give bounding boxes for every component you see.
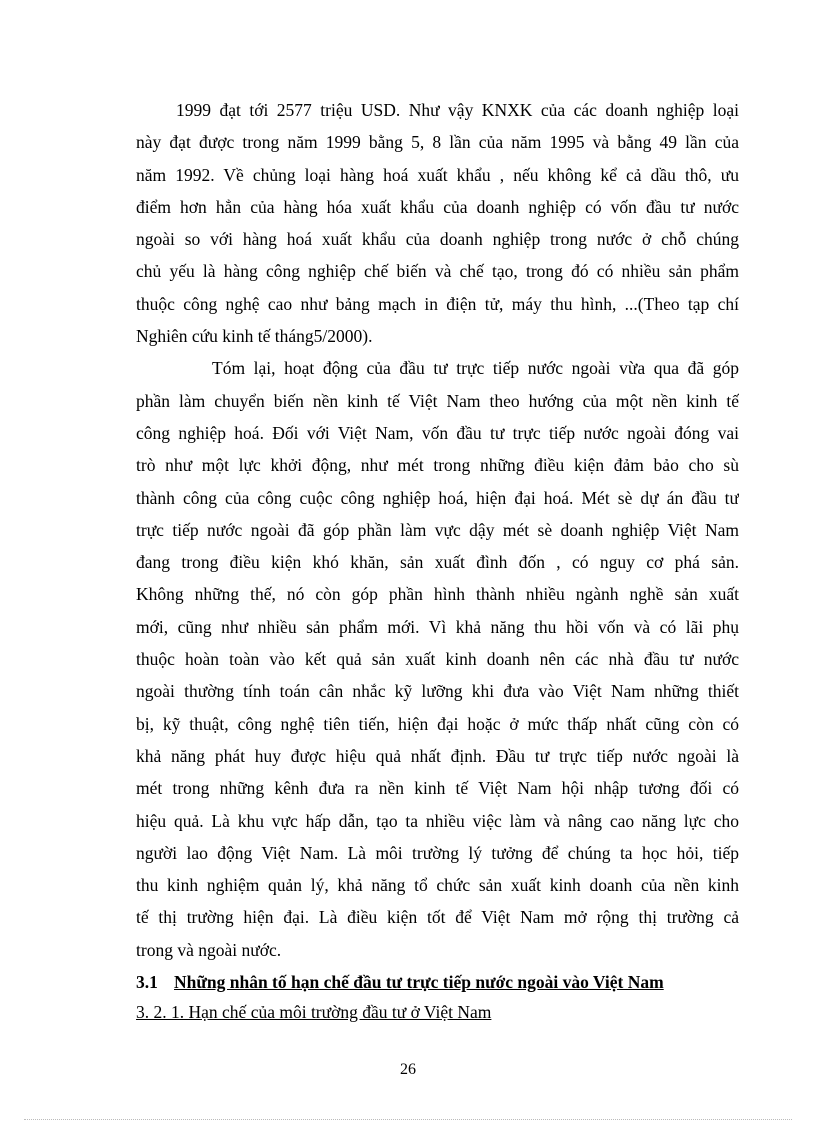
paragraph-1-line: năm 1992. Về chủng loại hàng hoá xuất khẩu , nếu không kể cả dầu thô, ưu xyxy=(136,164,739,185)
paragraph-2-line: người lao động Việt Nam. Là môi trường lý tưởng để chúng ta học hỏi, tiếp xyxy=(136,842,739,863)
subsection-heading: 3. 2. 1. Hạn chế của môi trường đầu tư ở Việt Nam xyxy=(136,1002,492,1023)
page-bottom-divider xyxy=(24,1119,792,1120)
paragraph-2-line: hiệu quả. Là khu vực hấp dẫn, tạo ta nhiều việc làm và nâng cao năng lực cho xyxy=(136,810,739,831)
paragraph-1-line: Nghiên cứu kinh tế tháng5/2000). xyxy=(136,326,373,347)
paragraph-2-line: công nghiệp hoá. Đối với Việt Nam, vốn đầu tư trực tiếp nước ngoài đóng vai xyxy=(136,422,739,443)
paragraph-1-line: này đạt được trong năm 1999 bằng 5, 8 lần của năm 1995 và bằng 49 lần của xyxy=(136,132,739,153)
paragraph-1 xyxy=(136,94,739,352)
paragraph-2-line: phần làm chuyển biến nền kinh tế Việt Nam theo hướng của một nền kinh tế xyxy=(136,390,739,411)
paragraph-2-line: Không những thế, nó còn góp phần hình thành nhiều ngành nghề sản xuất xyxy=(136,584,739,605)
paragraph-2-line: khả năng phát huy được hiệu quả nhất định. Đầu tư trực tiếp nước ngoài là xyxy=(136,745,739,766)
section-number: 3.1 xyxy=(136,972,158,993)
paragraph-1-line: điểm hơn hẳn của hàng hóa xuất khẩu của doanh nghiệp có vốn đầu tư nước xyxy=(136,196,739,217)
paragraph-1-line: thuộc công nghệ cao như bảng mạch in điện tử, máy thu hình, ...(Theo tạp chí xyxy=(136,293,739,314)
paragraph-2-line: đang trong điều kiện khó khăn, sản xuất đình đốn , có nguy cơ phá sản. xyxy=(136,552,739,573)
paragraph-2-line: thu kinh nghiệm quản lý, khả năng tổ chức sản xuất kinh doanh của nền kinh xyxy=(136,875,739,896)
paragraph-2-line: mét trong những kênh đưa ra nền kinh tế Việt Nam hội nhập tương đối có xyxy=(136,778,739,799)
paragraph-1-line: chủ yếu là hàng công nghiệp chế biến và chế tạo, trong đó có nhiều sản phẩm xyxy=(136,261,739,282)
section-heading xyxy=(136,968,739,996)
paragraph-2-line: thuộc hoàn toàn vào kết quả sản xuất kinh doanh nên các nhà đầu tư nước xyxy=(136,649,739,670)
paragraph-2-line: thành công của công cuộc công nghiệp hoá, hiện đại hoá. Mét sè dự án đầu tư xyxy=(136,487,739,508)
paragraph-2-line: trò như một lực khởi động, như mét trong những điều kiện đảm bảo cho sù xyxy=(136,455,739,476)
paragraph-2-line: trực tiếp nước ngoài đã góp phần làm vực dậy mét sè doanh nghiệp Việt Nam xyxy=(136,519,739,540)
paragraph-2-line: ngoài thường tính toán cân nhắc kỹ lưỡng khi đưa vào Việt Nam những thiết xyxy=(136,681,739,702)
paragraph-2 xyxy=(136,352,739,966)
page-content xyxy=(136,94,739,1026)
paragraph-2-line: tế thị trường hiện đại. Là điều kiện tốt để Việt Nam mở rộng thị trường cả xyxy=(136,907,739,928)
paragraph-2-line: bị, kỹ thuật, công nghệ tiên tiến, hiện đại hoặc ở mức thấp nhất cũng còn có xyxy=(136,713,739,734)
paragraph-2-line: trong và ngoài nước. xyxy=(136,939,282,960)
paragraph-1-line: ngoài so với hàng hoá xuất khẩu của doanh nghiệp trong nước ở chỗ chúng xyxy=(136,229,739,250)
paragraph-2-line: Tóm lại, hoạt động của đầu tư trực tiếp nước ngoài vừa qua đã góp xyxy=(212,358,739,379)
section-title: Những nhân tố hạn chế đầu tư trực tiếp nước ngoài vào Việt Nam xyxy=(174,972,664,993)
page-number: 26 xyxy=(400,1061,416,1078)
paragraph-2-line: mới, cũng như nhiều sản phẩm mới. Vì khả năng thu hồi vốn và có lãi phụ xyxy=(136,616,739,637)
paragraph-1-line: 1999 đạt tới 2577 triệu USD. Như vậy KNXK của các doanh nghiệp loại xyxy=(176,100,739,120)
